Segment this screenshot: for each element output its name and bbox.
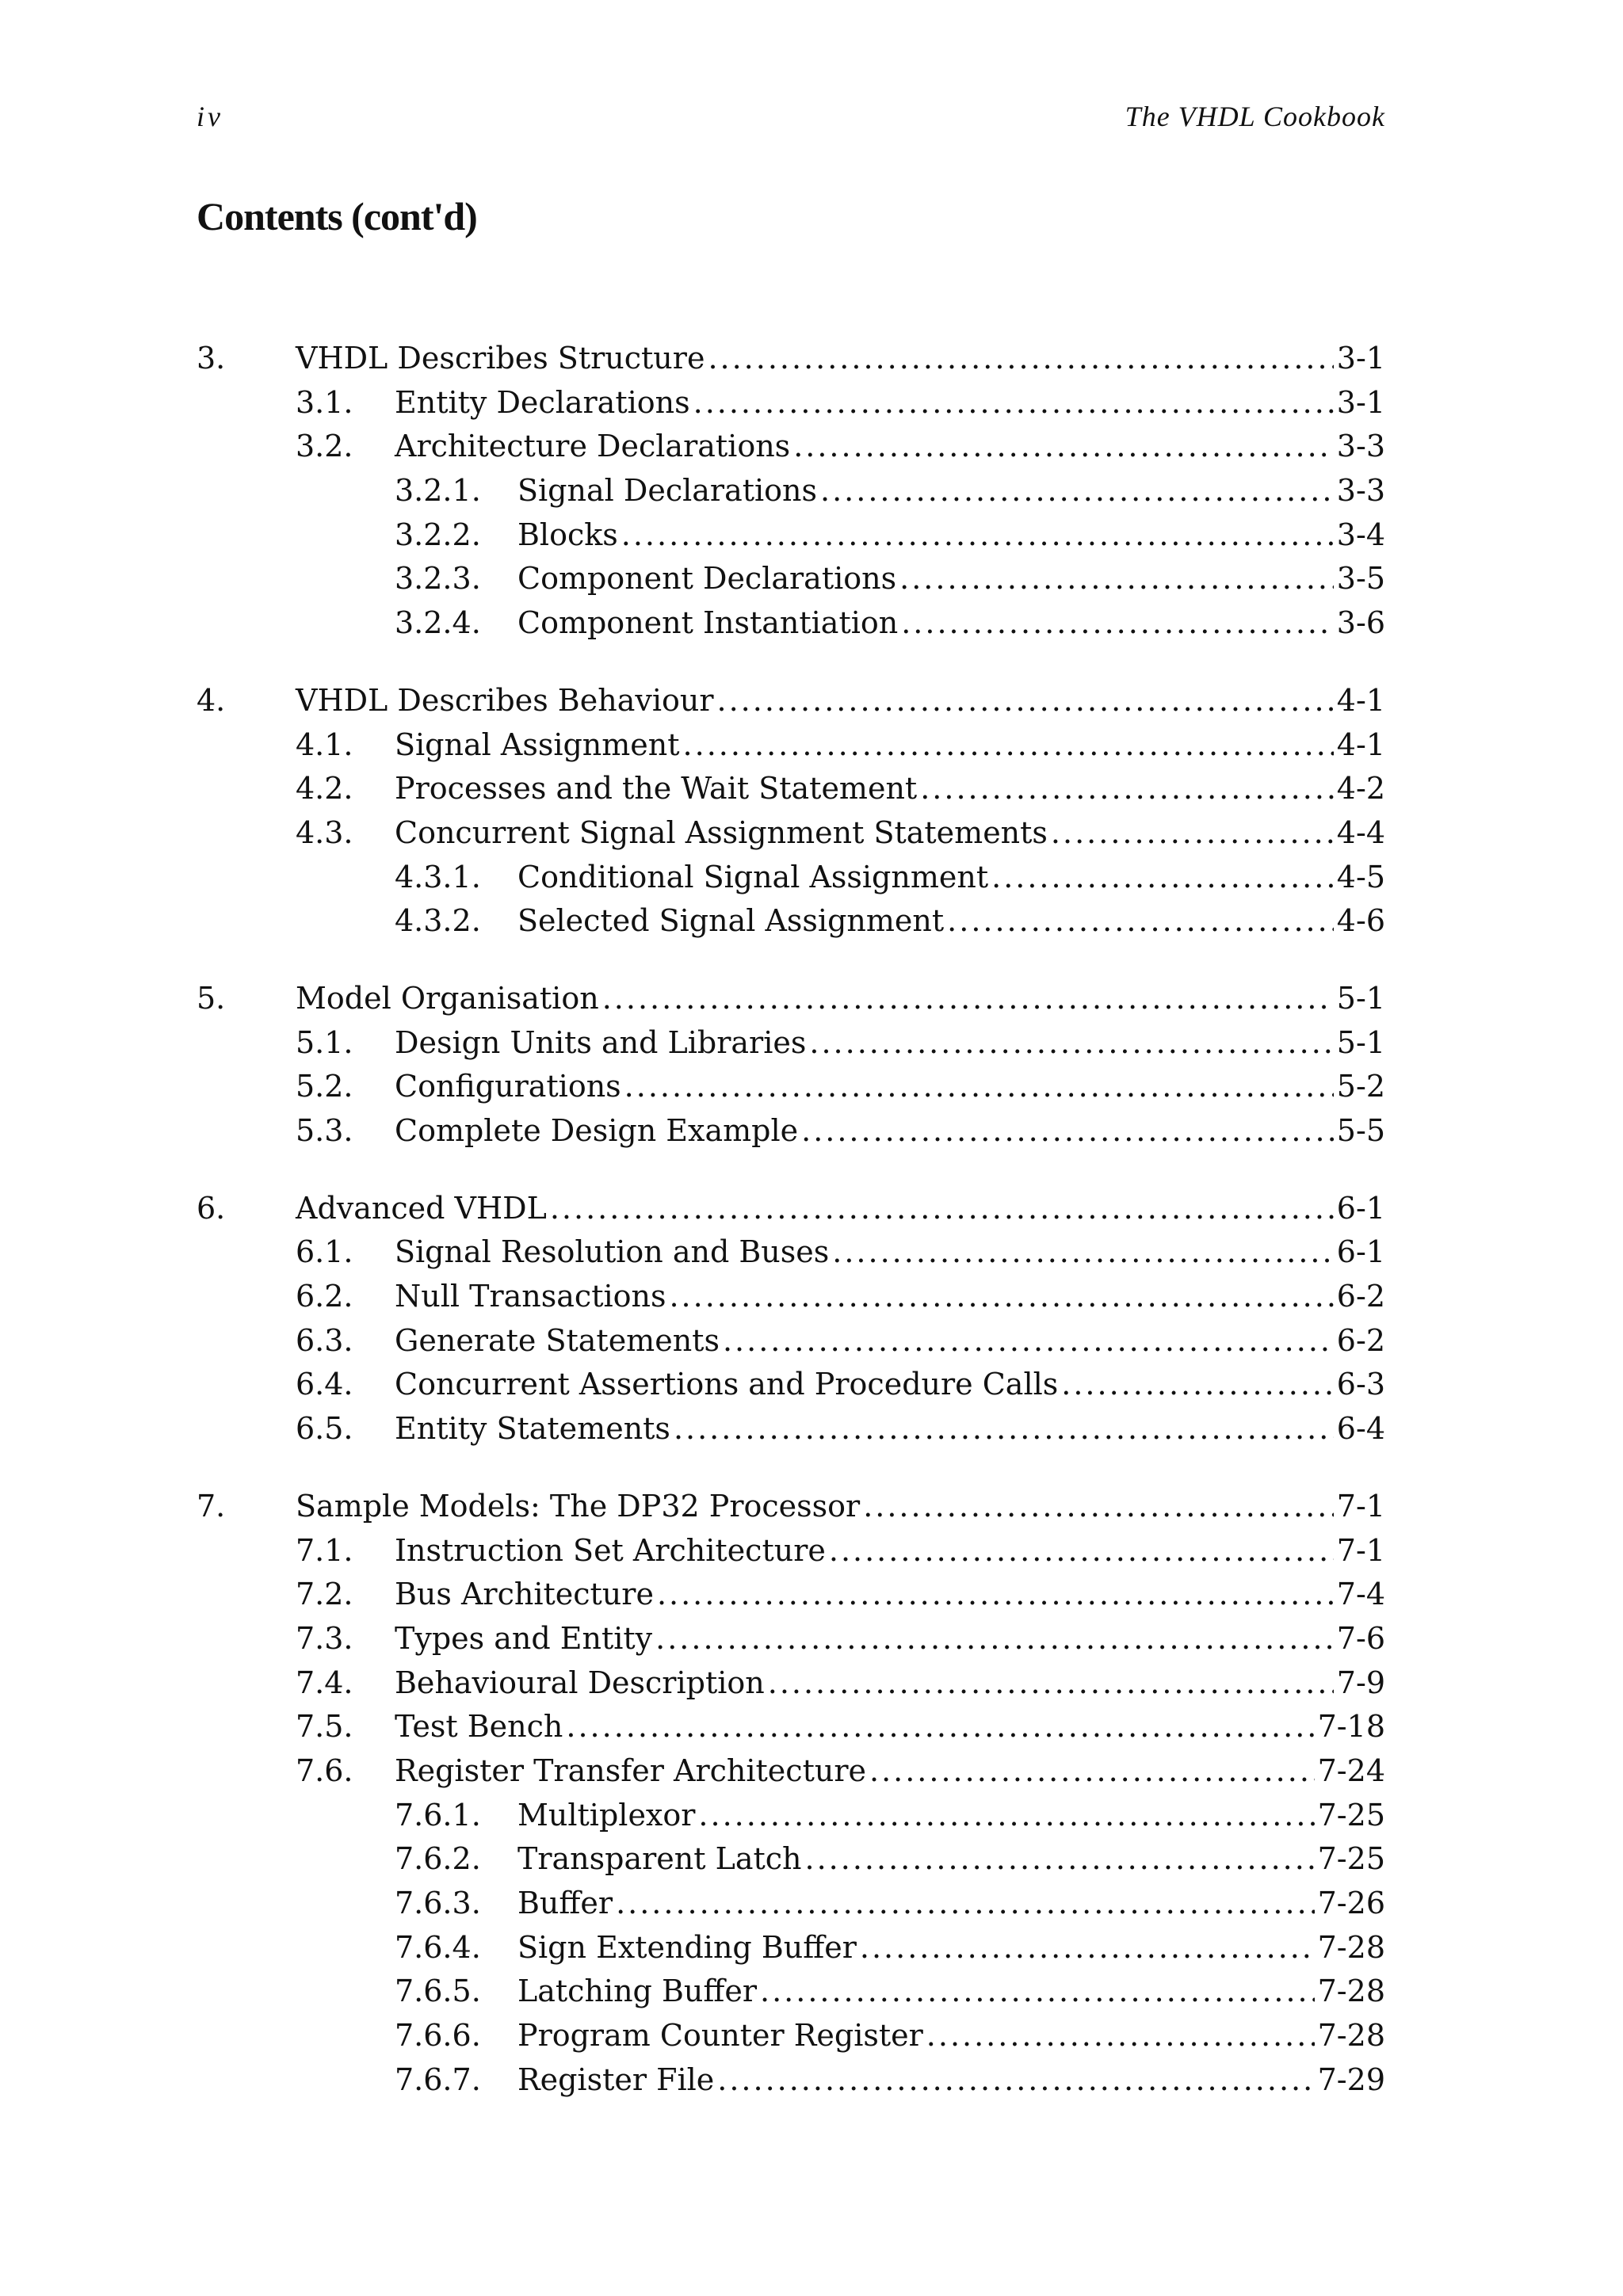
toc-entry-number: 7.6.5.: [395, 1974, 481, 2009]
toc-entry: [197, 425, 1385, 469]
toc-entry-line: [517, 601, 1385, 646]
toc-entry-line: [395, 1661, 1385, 1706]
toc-entry-title: Bus Architecture: [395, 1577, 654, 1612]
dot-leader: [820, 469, 1334, 513]
toc-entry-page: 7-25: [1317, 1841, 1385, 1877]
toc-entry-title: Concurrent Assertions and Procedure Calls: [395, 1367, 1059, 1402]
toc-entry-line: [517, 899, 1385, 944]
toc-entry-number: 3.1.: [296, 384, 353, 420]
toc-entry-title: Signal Assignment: [395, 727, 680, 762]
toc-entry-number: 7.6.7.: [395, 2061, 481, 2097]
toc-entry-line: [395, 1230, 1385, 1275]
toc-entry-number: 5.1.: [296, 1024, 353, 1060]
toc-entry-page: 3-5: [1336, 561, 1385, 597]
toc-entry-line: [296, 1187, 1385, 1231]
toc-entry-title: Entity Declarations: [395, 384, 690, 420]
toc-entry-number: 4.: [197, 682, 226, 718]
toc-entry: [197, 1573, 1385, 1617]
toc-entry-page: 3-6: [1336, 605, 1385, 641]
toc-entry-page: 4-5: [1336, 859, 1385, 894]
dot-leader: [621, 513, 1334, 558]
toc-entry-page: 7-6: [1336, 1620, 1385, 1656]
toc-entry: [197, 679, 1385, 723]
toc-entry-title: Test Bench: [395, 1709, 563, 1745]
toc-entry-number: 3.2.1.: [395, 473, 481, 509]
toc-entry-number: 7.3.: [296, 1620, 353, 1656]
toc-entry: [197, 2058, 1385, 2103]
toc-entry-number: 7.6.1.: [395, 1797, 481, 1833]
toc-entry-title: Component Instantiation: [517, 605, 899, 641]
toc-entry-title: Selected Signal Assignment: [517, 903, 945, 939]
toc-entry-page: 7-28: [1317, 1929, 1385, 1965]
toc-entry-page: 7-24: [1317, 1753, 1385, 1788]
toc-entry-page: 7-28: [1317, 1974, 1385, 2009]
dot-leader: [809, 1021, 1333, 1066]
toc-entry-page: 3-1: [1336, 384, 1385, 420]
toc-entry: [197, 1926, 1385, 1970]
toc-entry-title: Signal Declarations: [517, 473, 818, 509]
toc-entry: [197, 1529, 1385, 1573]
toc-entry-page: 4-6: [1336, 903, 1385, 939]
dot-leader: [683, 723, 1334, 768]
toc-entry-line: [395, 1573, 1385, 1617]
toc-entry-page: 7-29: [1317, 2061, 1385, 2097]
dot-leader: [708, 337, 1333, 381]
toc-entry-number: 7.6.: [296, 1753, 353, 1788]
toc-entry: [197, 1882, 1385, 1926]
toc-entry-title: Program Counter Register: [517, 2018, 923, 2054]
toc-entry-page: 6-2: [1336, 1322, 1385, 1358]
dot-leader: [832, 1230, 1334, 1275]
toc-entry: [197, 1705, 1385, 1749]
dot-leader: [657, 1573, 1334, 1617]
toc-entry: [197, 1407, 1385, 1451]
toc-entry-line: [517, 2058, 1385, 2103]
dot-leader: [723, 1319, 1334, 1363]
toc-entry: [197, 557, 1385, 601]
toc-entry-number: 7.6.4.: [395, 1929, 481, 1965]
toc-entry: [197, 1970, 1385, 2014]
dot-leader: [991, 856, 1334, 900]
toc-entry: [197, 811, 1385, 856]
toc-entry-title: Component Declarations: [517, 561, 897, 597]
toc-entry-line: [395, 1749, 1385, 1794]
toc-entry-title: VHDL Describes Behaviour: [296, 682, 714, 718]
toc-entry-number: 7.4.: [296, 1665, 353, 1700]
dot-leader: [926, 2014, 1315, 2058]
toc-entry-title: Concurrent Signal Assignment Statements: [395, 814, 1048, 850]
toc-entry-line: [395, 1529, 1385, 1573]
toc-entry-title: Sample Models: The DP32 Processor: [296, 1488, 861, 1524]
toc-entry-title: Conditional Signal Assignment: [517, 859, 989, 894]
toc-entry-number: 3.2.4.: [395, 605, 481, 641]
dot-leader: [760, 1970, 1315, 2014]
toc-entry-line: [395, 1705, 1385, 1749]
toc-entry-line: [395, 1021, 1385, 1066]
table-of-contents: [197, 337, 1385, 2102]
toc-entry: [197, 1617, 1385, 1661]
toc-entry-page: 5-1: [1336, 1024, 1385, 1060]
toc-entry-page: 6-1: [1336, 1234, 1385, 1270]
toc-entry-line: [517, 513, 1385, 558]
toc-entry-line: [395, 1363, 1385, 1407]
toc-entry: [197, 977, 1385, 1021]
toc-entry-line: [395, 1617, 1385, 1661]
dot-leader: [863, 1485, 1334, 1529]
toc-entry-page: 7-4: [1336, 1577, 1385, 1612]
toc-entry: [197, 1837, 1385, 1882]
toc-entry-line: [517, 1882, 1385, 1926]
toc-entry-number: 4.3.: [296, 814, 353, 850]
toc-entry-page: 7-18: [1317, 1709, 1385, 1745]
toc-entry-title: Signal Resolution and Buses: [395, 1234, 830, 1270]
toc-entry-line: [395, 811, 1385, 856]
toc-entry-number: 6.2.: [296, 1279, 353, 1314]
toc-entry-title: Register File: [517, 2061, 715, 2097]
page-title: Contents (cont'd): [197, 194, 477, 238]
toc-entry-title: Entity Statements: [395, 1411, 670, 1447]
toc-entry-page: 7-1: [1336, 1532, 1385, 1568]
dot-leader: [698, 1794, 1314, 1838]
toc-entry-line: [395, 1109, 1385, 1154]
toc-entry-number: 6.4.: [296, 1367, 353, 1402]
toc-entry-line: [296, 679, 1385, 723]
toc-entry-number: 5.2.: [296, 1069, 353, 1104]
toc-entry: [197, 1275, 1385, 1319]
dot-leader: [901, 601, 1334, 646]
toc-entry: [197, 1187, 1385, 1231]
dot-leader: [869, 1749, 1315, 1794]
running-header: [197, 100, 1385, 139]
toc-entry: [197, 1021, 1385, 1066]
toc-entry-title: Latching Buffer: [517, 1974, 757, 2009]
toc-entry-page: 4-1: [1336, 727, 1385, 762]
toc-entry-number: 4.1.: [296, 727, 353, 762]
toc-entry: [197, 381, 1385, 425]
dot-leader: [717, 2058, 1314, 2103]
toc-entry-line: [395, 1319, 1385, 1363]
toc-entry: [197, 601, 1385, 646]
toc-entry-number: 5.: [197, 980, 226, 1016]
toc-entry-page: 4-2: [1336, 771, 1385, 807]
toc-entry-line: [395, 767, 1385, 811]
toc-entry-page: 7-26: [1317, 1886, 1385, 1920]
toc-entry-title: Advanced VHDL: [296, 1190, 547, 1226]
toc-entry-title: Processes and the Wait Statement: [395, 771, 918, 807]
toc-entry-number: 7.5.: [296, 1709, 353, 1745]
toc-entry-title: Instruction Set Architecture: [395, 1532, 826, 1568]
dot-leader: [550, 1187, 1334, 1231]
toc-entry-title: Types and Entity: [395, 1620, 653, 1656]
toc-entry-number: 6.5.: [296, 1411, 353, 1447]
toc-entry-line: [517, 557, 1385, 601]
toc-entry-number: 5.3.: [296, 1113, 353, 1148]
toc-entry-title: Blocks: [517, 517, 618, 552]
toc-entry-page: 5-2: [1336, 1069, 1385, 1104]
toc-entry-number: 6.3.: [296, 1322, 353, 1358]
toc-entry-number: 7.: [197, 1488, 226, 1524]
book-title: The VHDL Cookbook: [1125, 101, 1385, 132]
toc-entry: [197, 1749, 1385, 1794]
toc-entry: [197, 1109, 1385, 1154]
toc-entry-line: [296, 337, 1385, 381]
toc-entry-number: 6.: [197, 1190, 226, 1226]
dot-leader: [616, 1882, 1315, 1926]
toc-entry-title: Null Transactions: [395, 1279, 666, 1314]
toc-entry: [197, 337, 1385, 381]
toc-entry-line: [395, 723, 1385, 768]
toc-entry-page: 7-28: [1317, 2018, 1385, 2054]
toc-entry-page: 4-4: [1336, 814, 1385, 850]
toc-entry: [197, 469, 1385, 513]
dot-leader: [899, 557, 1334, 601]
toc-entry-number: 4.3.1.: [395, 859, 481, 894]
toc-entry-title: Buffer: [517, 1886, 613, 1920]
dot-leader: [624, 1065, 1334, 1109]
dot-leader: [920, 767, 1334, 811]
toc-entry-line: [517, 1837, 1385, 1882]
toc-entry-number: 3.2.2.: [395, 517, 481, 552]
dot-leader: [693, 381, 1334, 425]
toc-entry-line: [517, 1794, 1385, 1838]
toc-entry-title: Multiplexor: [517, 1797, 696, 1833]
toc-entry-title: Design Units and Libraries: [395, 1024, 807, 1060]
toc-entry-line: [296, 1485, 1385, 1529]
toc-entry-title: Register Transfer Architecture: [395, 1753, 866, 1788]
toc-entry-title: Behavioural Description: [395, 1665, 765, 1700]
dot-leader: [674, 1407, 1334, 1451]
toc-entry-page: 5-5: [1336, 1113, 1385, 1148]
toc-entry-title: Sign Extending Buffer: [517, 1929, 857, 1965]
toc-entry-title: Complete Design Example: [395, 1113, 799, 1148]
toc-entry-number: 7.1.: [296, 1532, 353, 1568]
toc-entry: [197, 1319, 1385, 1363]
toc-entry-title: VHDL Describes Structure: [296, 341, 705, 376]
toc-entry-page: 3-3: [1336, 429, 1385, 464]
dot-leader: [1061, 1363, 1334, 1407]
toc-entry-title: Generate Statements: [395, 1322, 720, 1358]
toc-entry: [197, 723, 1385, 768]
toc-entry-number: 7.6.3.: [395, 1886, 481, 1920]
dot-leader: [602, 977, 1334, 1021]
toc-entry-title: Transparent Latch: [517, 1841, 802, 1877]
toc-entry-page: 7-25: [1317, 1797, 1385, 1833]
dot-leader: [655, 1617, 1334, 1661]
toc-entry-page: 3-1: [1336, 341, 1385, 376]
toc-entry-line: [395, 381, 1385, 425]
toc-entry-title: Configurations: [395, 1069, 621, 1104]
toc-entry-number: 3.2.3.: [395, 561, 481, 597]
toc-entry-line: [395, 1407, 1385, 1451]
page-number: iv: [197, 101, 223, 132]
toc-entry: [197, 899, 1385, 944]
toc-entry-line: [517, 1926, 1385, 1970]
toc-entry-line: [395, 1275, 1385, 1319]
toc-entry-page: 7-9: [1336, 1665, 1385, 1700]
toc-entry-number: 7.6.6.: [395, 2018, 481, 2054]
toc-entry-page: 6-2: [1336, 1279, 1385, 1314]
toc-entry-number: 3.: [197, 341, 226, 376]
toc-entry-title: Model Organisation: [296, 980, 599, 1016]
toc-entry: [197, 1065, 1385, 1109]
dot-leader: [566, 1705, 1314, 1749]
toc-entry-page: 3-4: [1336, 517, 1385, 552]
toc-entry-line: [296, 977, 1385, 1021]
toc-entry: [197, 1485, 1385, 1529]
toc-entry-page: 7-1: [1336, 1488, 1385, 1524]
dot-leader: [801, 1109, 1334, 1154]
toc-entry-number: 7.6.2.: [395, 1841, 481, 1877]
toc-entry-number: 3.2.: [296, 429, 353, 464]
toc-entry-title: Architecture Declarations: [395, 429, 791, 464]
toc-entry-number: 4.3.2.: [395, 903, 481, 939]
dot-leader: [669, 1275, 1333, 1319]
dot-leader: [805, 1837, 1315, 1882]
dot-leader: [860, 1926, 1315, 1970]
toc-entry: [197, 856, 1385, 900]
toc-entry: [197, 513, 1385, 558]
dot-leader: [717, 679, 1334, 723]
toc-entry-line: [517, 1970, 1385, 2014]
toc-entry-page: 5-1: [1336, 980, 1385, 1016]
dot-leader: [829, 1529, 1334, 1573]
dot-leader: [1051, 811, 1334, 856]
toc-entry-number: 7.2.: [296, 1577, 353, 1612]
dot-leader: [793, 425, 1334, 469]
toc-entry-line: [517, 856, 1385, 900]
toc-entry-number: 4.2.: [296, 771, 353, 807]
toc-entry-line: [517, 469, 1385, 513]
toc-entry-line: [517, 2014, 1385, 2058]
toc-entry-page: 6-4: [1336, 1411, 1385, 1447]
toc-entry: [197, 1794, 1385, 1838]
toc-entry-page: 4-1: [1336, 682, 1385, 718]
toc-entry-line: [395, 425, 1385, 469]
toc-entry-line: [395, 1065, 1385, 1109]
dot-leader: [947, 899, 1334, 944]
toc-entry: [197, 1230, 1385, 1275]
toc-entry: [197, 1661, 1385, 1706]
dot-leader: [768, 1661, 1334, 1706]
toc-entry-page: 6-1: [1336, 1190, 1385, 1226]
toc-entry-page: 6-3: [1336, 1367, 1385, 1402]
toc-entry-number: 6.1.: [296, 1234, 353, 1270]
toc-entry: [197, 1363, 1385, 1407]
toc-entry: [197, 2014, 1385, 2058]
toc-entry-page: 3-3: [1336, 473, 1385, 509]
toc-entry: [197, 767, 1385, 811]
